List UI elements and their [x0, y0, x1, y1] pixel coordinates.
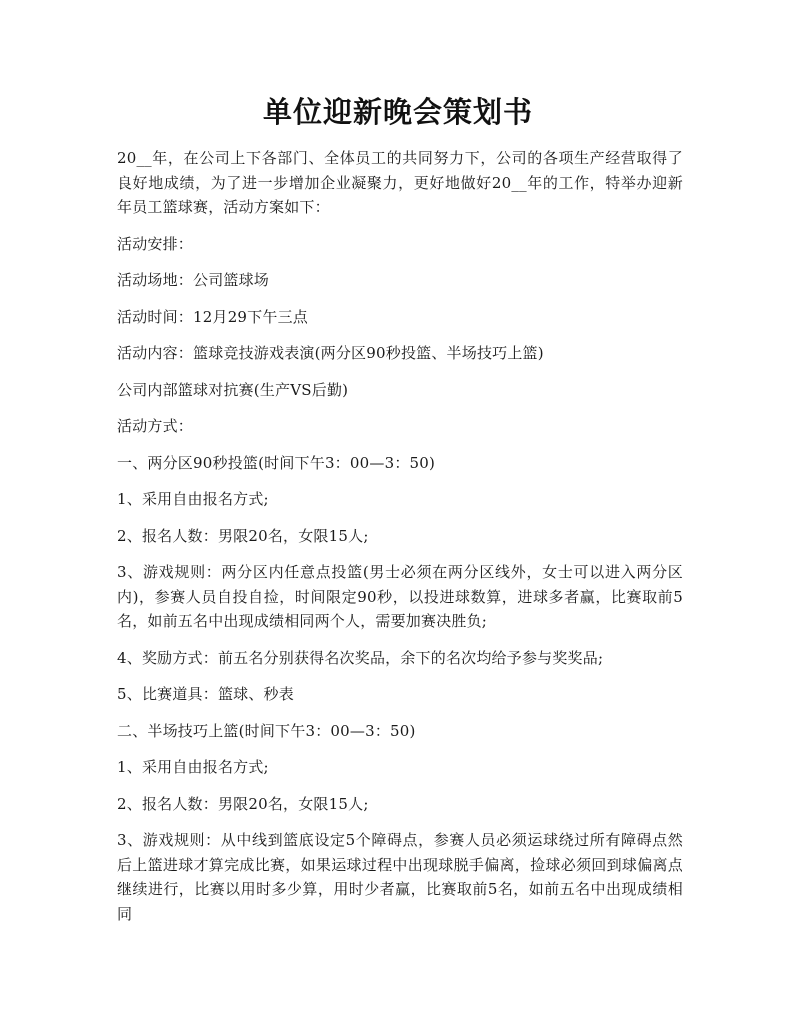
- paragraph-time: 活动时间：12月29下午三点: [117, 307, 308, 326]
- paragraph-shooting-signup: 1、采用自由报名方式;: [117, 490, 269, 508]
- paragraph-shooting-rewards: 4、奖励方式：前五名分别获得名次奖品，余下的名次均给予参与奖奖品;: [117, 648, 604, 667]
- paragraph-layup-rules: 3、游戏规则：从中线到篮底设定5个障碍点，参赛人员必须运球绕过所有障碍点然后上篮进球才算完成比赛，如果运球过程中出现球脱手偏离，捡球必须回到球偏离点继续进行，比赛以用时多少算，用时少者赢，比赛取前5名，如前五名中出现成绩相同: [117, 831, 683, 923]
- paragraph-content: 活动内容：篮球竞技游戏表演(两分区90秒投篮、半场技巧上篮): [117, 344, 544, 362]
- paragraph-intro: 20__年，在公司上下各部门、全体员工的共同努力下，公司的各项生产经营取得了良好地成绩，为了进一步增加企业凝聚力，更好地做好20__年的工作，特举办迎新年员工篮球赛，活动方案如下：: [117, 149, 683, 216]
- paragraph-layup-headcount: 2、报名人数：男限20名，女限15人;: [117, 794, 369, 813]
- paragraph-activity-method: 活动方式：: [117, 417, 194, 435]
- paragraph-internal-match: 公司内部篮球对抗赛(生产VS后勤): [117, 380, 349, 399]
- paragraph-shooting-headcount: 2、报名人数：男限20名，女限15人;: [117, 526, 369, 545]
- paragraph-shooting-equipment: 5、比赛道具：篮球、秒表: [117, 685, 294, 703]
- document-body: [117, 146, 683, 938]
- paragraph-layup-signup: 1、采用自由报名方式;: [117, 758, 269, 776]
- document-title: 单位迎新晚会策划书: [262, 95, 533, 129]
- paragraph-shooting-rules: 3、游戏规则：两分区内任意点投篮(男士必须在两分区线外，女士可以进入两分区内)，参赛人员自投自捡，时间限定90秒，以投进球数算，进球多者赢，比赛取前5名，如前五名中出现成绩相同两个人，需要加赛决胜负;: [117, 563, 683, 630]
- section-heading-layup: 二、半场技巧上篮(时间下午3：00—3：50): [117, 721, 416, 740]
- paragraph-venue: 活动场地：公司篮球场: [117, 271, 270, 289]
- section-heading-shooting: 一、两分区90秒投篮(时间下午3：00—3：50): [117, 453, 436, 472]
- paragraph-activity-arrangement: 活动安排：: [117, 234, 194, 253]
